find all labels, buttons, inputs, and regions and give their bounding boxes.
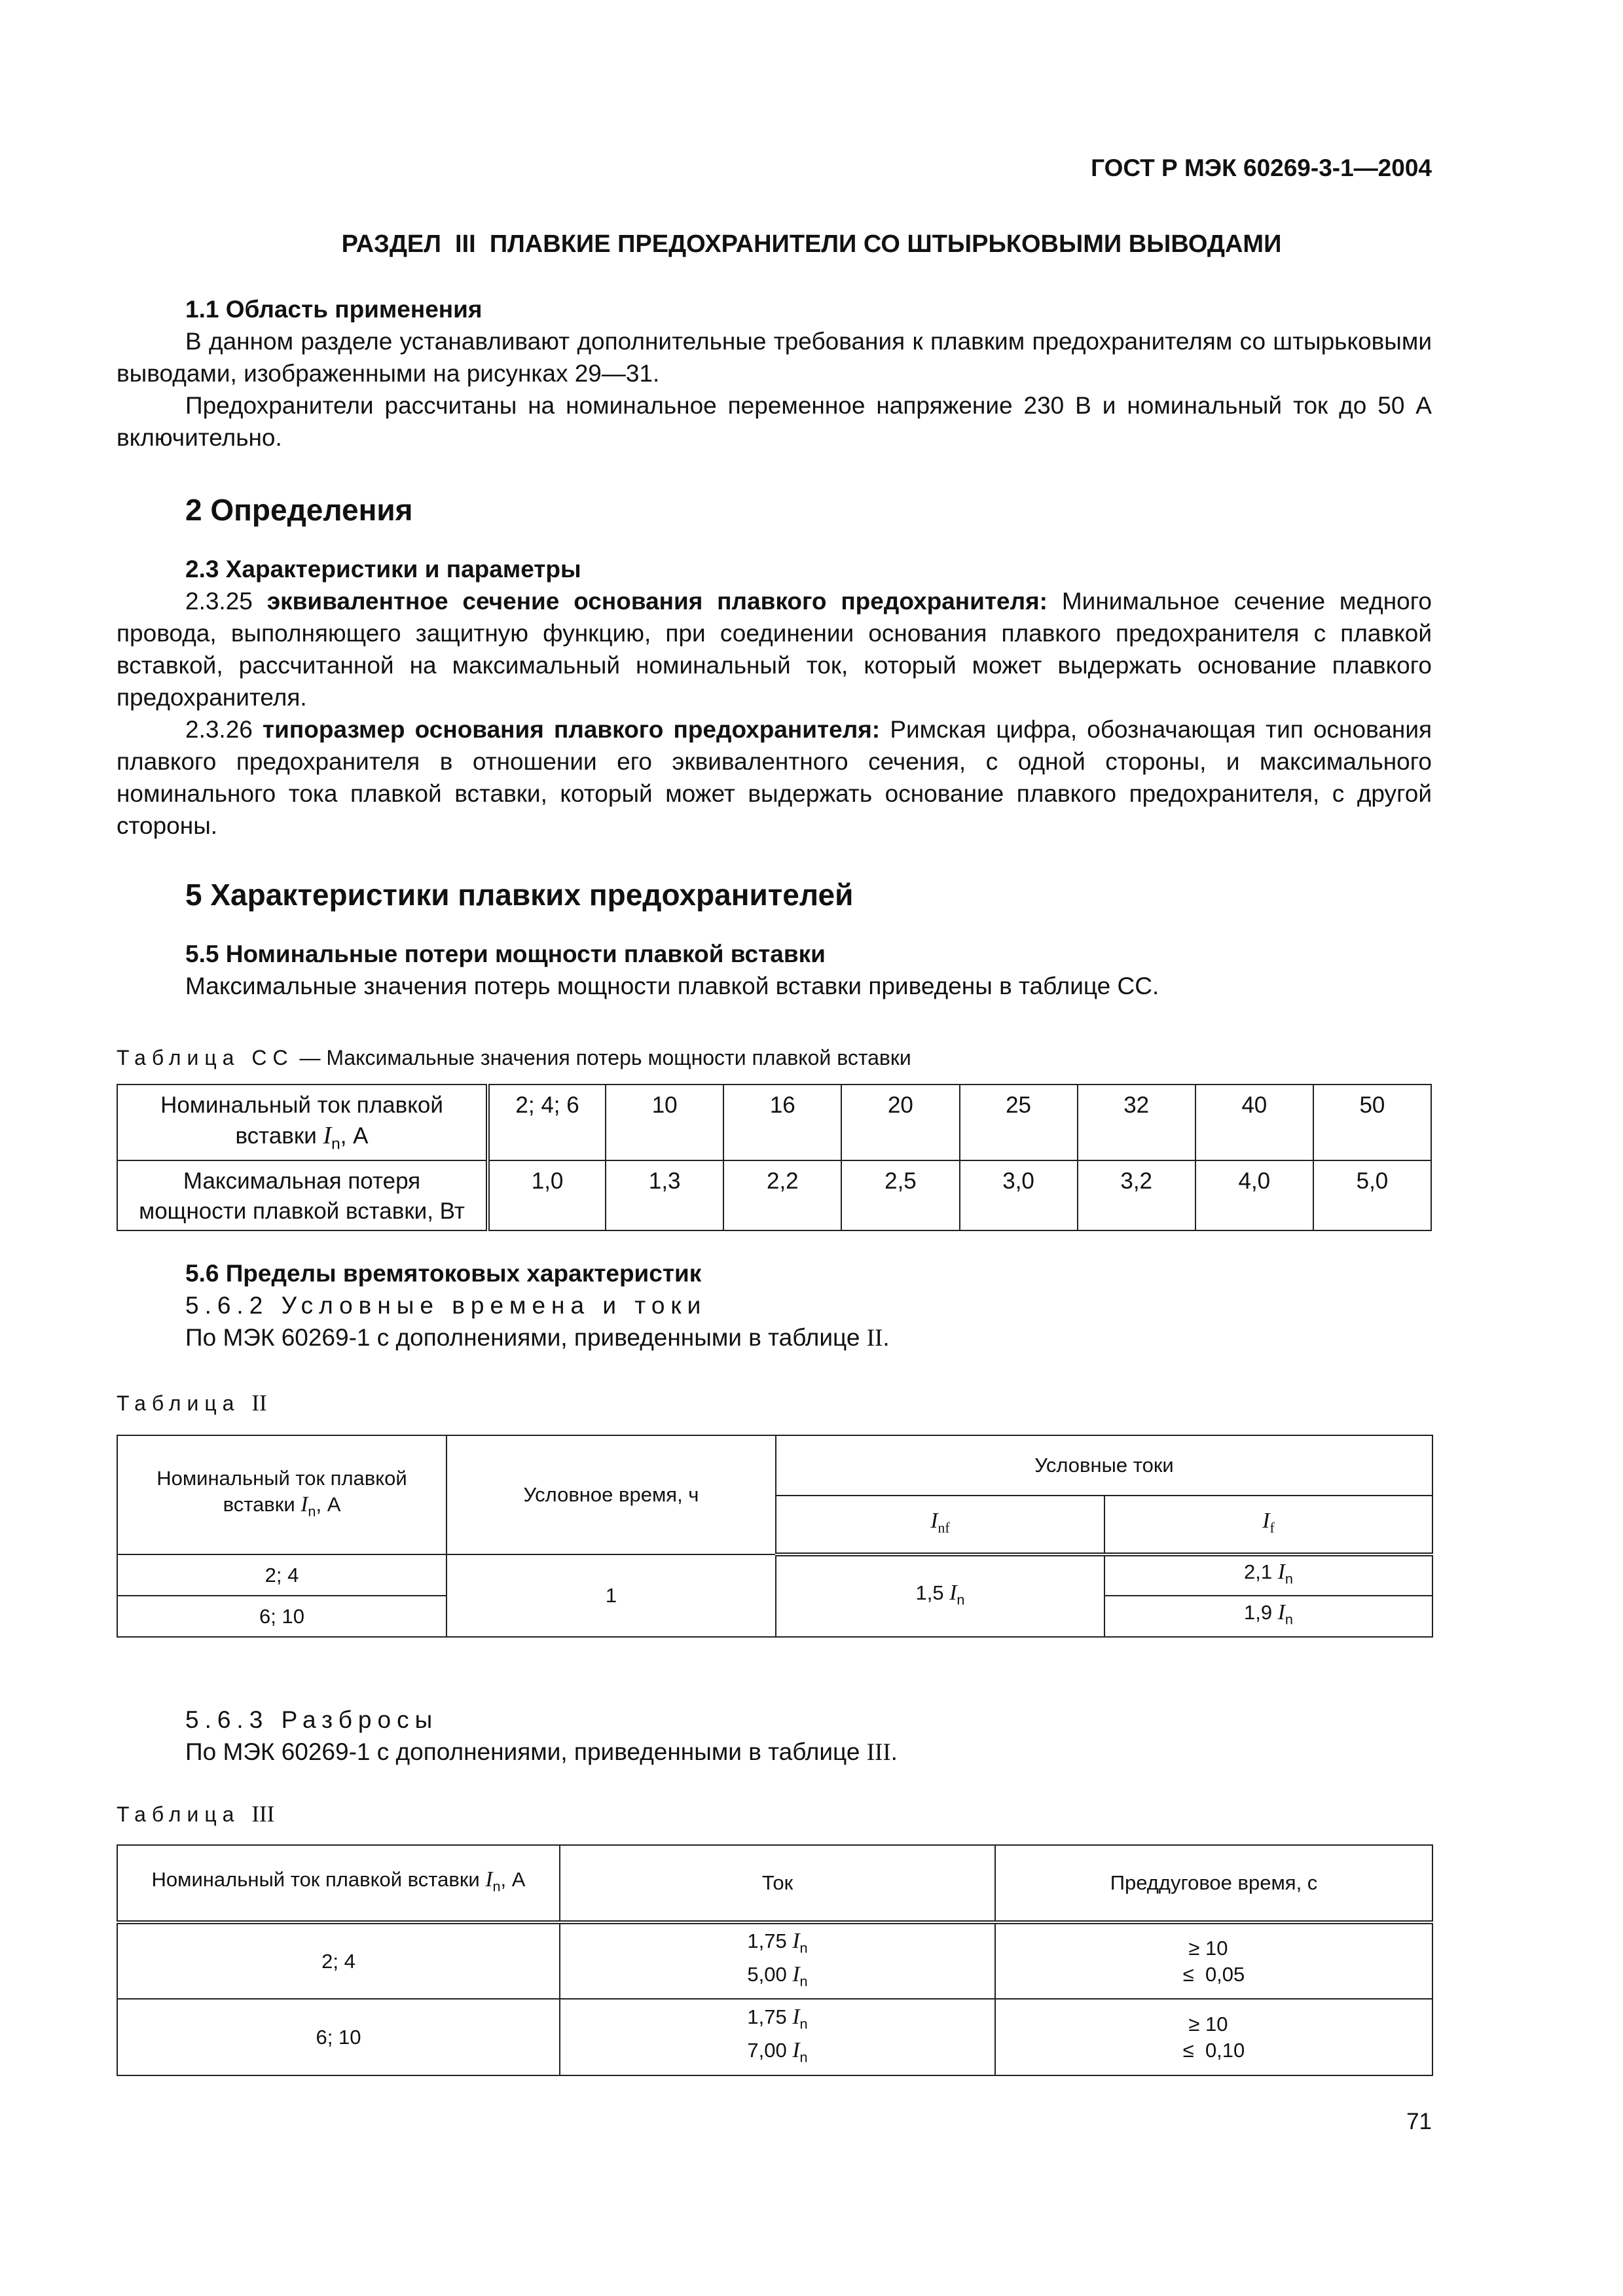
paragraph-1-1-b: Предохранители рассчитаны на номинальное переменное напряжение 230 В и номинальный ток до 50 А включительно. (117, 392, 1432, 451)
definition-term: эквивалентное сечение основания плавкого предохранителя: (266, 588, 1048, 615)
table-cell: ≥ 10 ≤ 0,10 (995, 1999, 1432, 2075)
table-header-cell: Номинальный ток плавкой вставки $I_n$, А (117, 1435, 447, 1554)
table-caption-label: Таблица (117, 1391, 252, 1415)
table-row (117, 1554, 1432, 1596)
table-cc-caption (117, 1046, 911, 1070)
table-header-cell: Номинальный ток плавкой вставки $I_n$, А (117, 1845, 560, 1922)
table-cell: 2; 4; 6 (488, 1085, 606, 1160)
table-header-cell: $I_f$ (1104, 1496, 1432, 1554)
heading-1-1: 1.1 Область применения (185, 296, 483, 323)
table-cell: 2,2 (723, 1160, 841, 1230)
table-caption-number: III (251, 1801, 275, 1827)
table-3 (117, 1844, 1433, 2076)
table-cell: ≥ 10 ≤ 0,05 (995, 1922, 1432, 1999)
table-row (117, 1160, 1431, 1230)
definition-text: Римская цифра, обозначающая тип основания плавкого предохранителя в отношении его эквивалентного сечения, с одной стороны, и максимального номинального тока плавкой вставки, который может выдержать основание плавкого предохранителя, с другой стороны. (117, 716, 1432, 839)
paragraph-5-6-2: По МЭК 60269-1 с дополнениями, приведенными в таблице II. (185, 1324, 890, 1352)
table-cell: 1,5 $I_n$ (776, 1554, 1104, 1637)
heading-5-6: 5.6 Пределы времятоковых характеристик (185, 1260, 702, 1287)
table-cc (117, 1084, 1432, 1231)
table-cell-label: Номинальный ток плавкой вставки $I_n$, А (117, 1085, 488, 1160)
heading-5-5: 5.5 Номинальные потери мощности плавкой вставки (185, 941, 826, 967)
table-cell: 1 (447, 1554, 776, 1637)
table-3-caption (117, 1801, 274, 1827)
paragraph-5-6-3: По МЭК 60269-1 с дополнениями, приведенными в таблице III. (185, 1738, 898, 1766)
definition-text: Минимальное сечение медного провода, выполняющего защитную функцию, при соединении основания плавкого предохранителя с плавкой вставкой, рассчитанной на максимальный номинальный ток, который может выдержать основание плавкого предохранителя. (117, 588, 1432, 711)
heading-2: 2 Определения (185, 493, 413, 527)
table-row (117, 1845, 1432, 1922)
heading-5-6-3: 5.6.3 Разбросы (185, 1706, 439, 1733)
table-2-caption (117, 1390, 267, 1416)
table-cell: 2; 4 (117, 1554, 447, 1596)
table-cell: 1,75 $I_n$ 7,00 $I_n$ (560, 1999, 995, 2075)
table-cell: 2,1 $I_n$ (1104, 1554, 1432, 1596)
table-row (117, 1085, 1431, 1160)
table-cell: 2; 4 (117, 1922, 560, 1999)
table-cell-label: Максимальная потеря мощности плавкой вставки, Вт (117, 1160, 488, 1230)
table-row (117, 1922, 1432, 1999)
section-title: РАЗДЕЛ III ПЛАВКИЕ ПРЕДОХРАНИТЕЛИ СО ШТЫРЬКОВЫМИ ВЫВОДАМИ (341, 230, 1282, 258)
table-caption-label: Таблица СС (117, 1046, 294, 1069)
table-cell: 10 (606, 1085, 723, 1160)
heading-5-6-2: 5.6.2 Условные времена и токи (185, 1292, 707, 1319)
table-cell: 40 (1195, 1085, 1313, 1160)
table-cell: 20 (841, 1085, 959, 1160)
heading-2-3: 2.3 Характеристики и параметры (185, 556, 581, 583)
table-cell: 6; 10 (117, 1596, 447, 1637)
table-cell: 32 (1078, 1085, 1195, 1160)
page-number: 71 (1406, 2109, 1432, 2134)
table-header-cell: Условное время, ч (447, 1435, 776, 1554)
paragraph-5-5: Максимальные значения потерь мощности плавкой вставки приведены в таблице СС. (185, 973, 1159, 999)
definition-number: 2.3.25 (185, 588, 253, 615)
table-cell: 1,0 (488, 1160, 606, 1230)
table-cell: 1,3 (606, 1160, 723, 1230)
table-reference: II (866, 1325, 883, 1352)
table-row (117, 1999, 1432, 2075)
definition-number: 2.3.26 (185, 716, 253, 743)
table-cell: 25 (960, 1085, 1078, 1160)
table-row (117, 1435, 1432, 1496)
table-header-cell: Условные токи (776, 1435, 1432, 1496)
table-header-cell: $I_{nf}$ (776, 1496, 1104, 1554)
table-reference: III (866, 1739, 891, 1766)
table-header-cell: Ток (560, 1845, 995, 1922)
document-id-header: ГОСТ Р МЭК 60269-3-1—2004 (1091, 154, 1432, 181)
table-caption-number: II (251, 1390, 267, 1416)
definition-term: типоразмер основания плавкого предохранителя: (263, 716, 881, 743)
table-cell: 1,9 $I_n$ (1104, 1596, 1432, 1637)
table-cell: 3,0 (960, 1160, 1078, 1230)
table-2 (117, 1435, 1433, 1638)
table-cell: 16 (723, 1085, 841, 1160)
table-cell: 50 (1313, 1085, 1431, 1160)
table-cell: 2,5 (841, 1160, 959, 1230)
table-caption-text: — Максимальные значения потерь мощности плавкой вставки (293, 1046, 911, 1069)
definition-2-3-25 (117, 585, 1432, 713)
table-cell: 5,0 (1313, 1160, 1431, 1230)
paragraph-1-1-a: В данном разделе устанавливают дополнительные требования к плавким предохранителям со штырьковыми выводами, изображенными на рисунках 29—31. (117, 328, 1432, 387)
table-header-cell: Преддуговое время, с (995, 1845, 1432, 1922)
table-cell: 6; 10 (117, 1999, 560, 2075)
table-cell: 4,0 (1195, 1160, 1313, 1230)
table-cell: 3,2 (1078, 1160, 1195, 1230)
definition-2-3-26 (117, 713, 1432, 842)
heading-5: 5 Характеристики плавких предохранителей (185, 878, 854, 912)
table-caption-label: Таблица (117, 1803, 252, 1826)
table-cell: 1,75 $I_n$ 5,00 $I_n$ (560, 1922, 995, 1999)
